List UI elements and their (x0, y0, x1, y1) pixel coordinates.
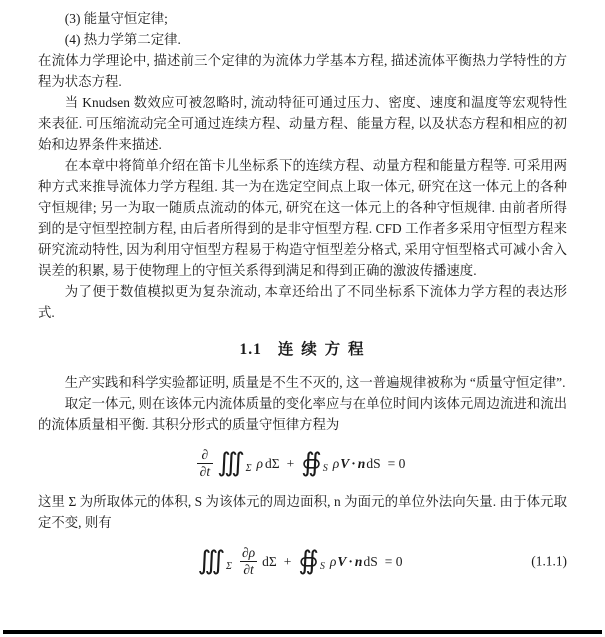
section-heading (38, 339, 567, 360)
integral-subscript-sigma: Σ (245, 463, 252, 474)
paragraph-symbol-definitions: 这里 Σ 为所取体元的体积, S 为该体元的周边面积, n 为面元的单位外法向矢量. 由于体元取定不变, 则有 (38, 494, 567, 530)
math-ds: dS (366, 455, 381, 471)
dot-product-operator: · (351, 455, 356, 471)
paragraph-mass-conservation-law: 生产实践和科学实验都证明, 质量是不生不灭的, 这一普遍规律被称为 “质量守恒定律”. (64, 375, 566, 390)
math-velocity-vector: V (337, 553, 347, 569)
equation-number: (1.1.1) (531, 553, 567, 569)
time-derivative-fraction (197, 447, 213, 479)
plus-operator: + (283, 553, 292, 569)
surface-integral-icon: ∯ (298, 546, 319, 576)
math-rho: ρ (256, 455, 264, 471)
triple-integral-icon: ∭ (217, 448, 245, 478)
equation-body (194, 447, 412, 479)
math-normal-vector: n (354, 553, 363, 569)
paragraph-theory-intro: 在流体力学理论中, 描述前三个定律的为流体力学基本方程, 描述流体平衡热力学特性的方程为状态方程. (38, 53, 567, 89)
equation-mass-conservation (38, 442, 567, 484)
math-rho: ρ (332, 455, 340, 471)
math-velocity-vector: V (340, 455, 350, 471)
paragraph-control-volume: 取定一体元, 则在该体元内流体质量的变化率应与在单位时间内该体元周边流进和流出的流体质量相平衡. 其积分形式的质量守恒律方程为 (38, 396, 567, 432)
surface-integral (301, 450, 331, 476)
math-normal-vector: n (357, 455, 366, 471)
equals-zero: = 0 (384, 553, 403, 569)
equation-1-1-1 (38, 540, 567, 582)
integral-subscript-s: S (319, 561, 325, 572)
plus-operator: + (286, 455, 295, 471)
page-bottom-edge-rule (3, 630, 602, 634)
paragraph-knudsen: 当 Knudsen 数效应可被忽略时, 流动特征可通过压力、密度、速度和温度等宏观特性来表征. 可压缩流动完全可通过连续方程、动量方程、能量方程, 以及状态方程和相应的初始和边界条件来描述. (38, 95, 567, 152)
math-dsigma: dΣ (262, 553, 277, 569)
surface-integral (298, 548, 328, 574)
triple-integral (198, 548, 235, 574)
equals-zero: = 0 (387, 455, 406, 471)
list-item-energy-law: (3) 能量守恒定律; (64, 11, 168, 26)
fraction-numerator: ∂ρ (242, 544, 256, 560)
math-dsigma: dΣ (265, 455, 280, 471)
fraction-numerator: ∂ (201, 446, 209, 462)
fraction-denominator: ∂t (240, 561, 256, 578)
paragraph-chapter-overview: 在本章中将简单介绍在笛卡儿坐标系下的连续方程、动量方程和能量方程等. 可采用两种方式来推导流体力学方程组. 其一为在选定空间点上取一体元, 研究在这一体元上的各种守恒规律; 另一为取一随质点流动的体元, 研究在这一体元上的各种守恒规律. 由前者所得到的是守恒型控制方程, 由后者所得到的是非守恒型方程. CFD 工作者多采用守恒型方程来研究流动特性, 因为利用守恒型方程易于构造守恒型差分格式, 采用守恒型格式可减小舍入误差的积累, 易于使物理上的守恒关系得到满足和得到正确的激波传播速度. (38, 158, 567, 278)
density-time-derivative-fraction (239, 545, 258, 577)
section-title: 连 续 方 程 (277, 341, 366, 358)
paragraph-coordinate-systems: 为了便于数值模拟更为复杂流动, 本章还给出了不同坐标系下流体力学方程的表达形式. (38, 284, 567, 320)
triple-integral-icon: ∭ (197, 546, 226, 576)
list-item-thermo-law: (4) 热力学第二定律. (64, 32, 181, 47)
integral-subscript-s: S (322, 463, 328, 474)
fraction-denominator: ∂t (197, 463, 213, 480)
dot-product-operator: · (348, 553, 353, 569)
integral-subscript-sigma: Σ (226, 561, 232, 572)
equation-body (197, 545, 409, 577)
surface-integral-icon: ∯ (301, 448, 322, 478)
section-number: 1.1 (239, 341, 262, 358)
math-ds: dS (363, 553, 378, 569)
triple-integral (217, 450, 254, 476)
math-rho: ρ (329, 553, 337, 569)
